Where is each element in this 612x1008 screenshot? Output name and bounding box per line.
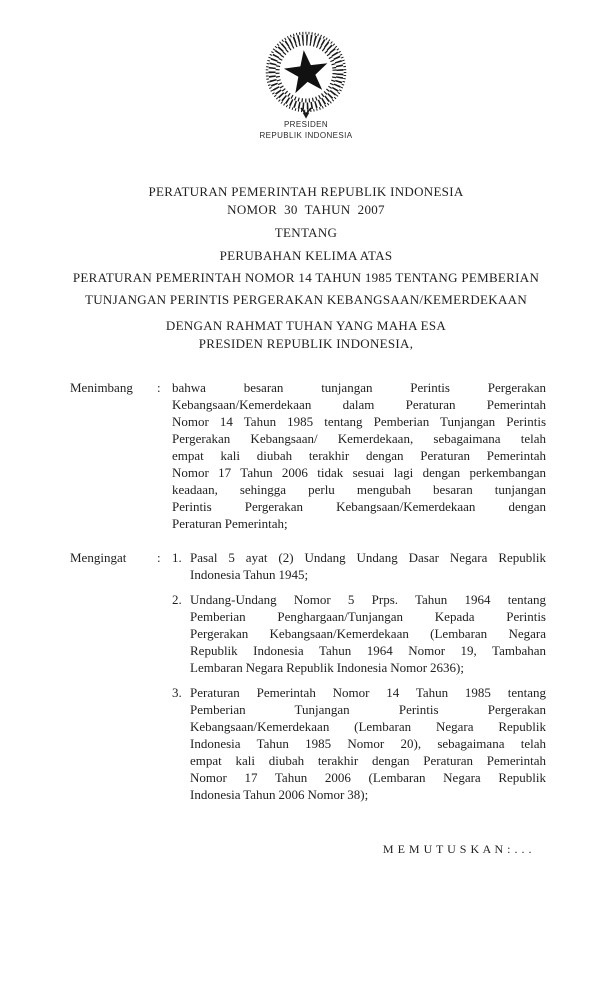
title-line-number-year: NOMOR 30 TAHUN 2007	[227, 202, 385, 217]
menimbang-line: Perintis Pergerakan Kebangsaan/Kemerdekaan dengan	[172, 499, 546, 514]
item-line: Indonesia Tahun 1985 Nomor 20), sebagaimana telah	[190, 736, 546, 751]
item-line: Pemberian Tunjangan Perintis Pergerakan	[190, 702, 546, 717]
legal-basis-item-3	[172, 684, 546, 803]
item-number: 2.	[172, 592, 182, 607]
authority-line-2: REPUBLIK INDONESIA	[259, 131, 353, 140]
item-line: Kebangsaan/Kemerdekaan (Lembaran Negara Republik	[190, 719, 546, 734]
item-line: Peraturan Pemerintah Nomor 14 Tahun 1985 tentang	[190, 685, 546, 700]
item-line: Pemberian Penghargaan/Tunjangan Kepada Perintis	[190, 609, 546, 624]
invocation-line: DENGAN RAHMAT TUHAN YANG MAHA ESA	[165, 318, 447, 333]
legal-basis-item-2	[172, 591, 546, 676]
title-line-tentang: TENTANG	[274, 225, 338, 240]
section-colon: :	[157, 550, 161, 565]
continuation-marker: M E M U T U S K A N : . . .	[382, 842, 532, 856]
menimbang-line: Pergerakan Kebangsaan/ Kemerdekaan, sebagaimana telah	[172, 431, 546, 446]
item-line: Undang-Undang Nomor 5 Prps. Tahun 1964 tentang	[190, 592, 546, 607]
item-line: Indonesia Tahun 2006 Nomor 38);	[190, 787, 369, 802]
menimbang-line: Peraturan Pemerintah;	[172, 516, 288, 531]
item-text	[190, 591, 546, 676]
issuing-authority	[0, 119, 612, 141]
enacting-authority-line: PRESIDEN REPUBLIK INDONESIA,	[198, 336, 414, 351]
item-line: Republik Indonesia Tahun 1964 Nomor 19, Tambahan	[190, 643, 546, 658]
item-text	[190, 684, 546, 803]
item-line: Indonesia Tahun 1945;	[190, 567, 309, 582]
item-line: empat kali diubah terakhir dengan Peraturan Pemerintah	[190, 753, 546, 768]
item-number: 1.	[172, 550, 182, 565]
menimbang-line: bahwa besaran tunjangan Perintis Pergerakan	[172, 380, 546, 395]
menimbang-line: empat kali diubah terakhir dengan Peraturan Pemerintah	[172, 448, 546, 463]
authority-line-1: PRESIDEN	[283, 120, 329, 129]
black-star-icon	[282, 48, 330, 95]
menimbang-line: Nomor 17 Tahun 2006 tidak sesuai lagi dengan perkembangan	[172, 465, 546, 480]
title-line-regulation: PERATURAN PEMERINTAH REPUBLIK INDONESIA	[148, 184, 464, 199]
item-number: 3.	[172, 685, 182, 700]
section-colon: :	[157, 380, 161, 395]
presidential-emblem	[258, 29, 354, 119]
legal-basis-item-1	[172, 549, 546, 583]
menimbang-line: Nomor 14 Tahun 1985 tentang Pemberian Tunjangan Perintis	[172, 414, 546, 429]
item-line: Nomor 17 Tahun 2006 (Lembaran Negara Republik	[190, 770, 546, 785]
item-text	[190, 549, 546, 583]
star-wreath-icon	[258, 29, 354, 119]
item-line: Pasal 5 ayat (2) Undang Undang Dasar Negara Republik	[190, 550, 546, 565]
item-line: Pergerakan Kebangsaan/Kemerdekaan (Lembaran Negara	[190, 626, 546, 641]
section-label-menimbang: Menimbang	[70, 380, 133, 395]
menimbang-line: keadaan, sehingga perlu mengubah besaran tunjangan	[172, 482, 546, 497]
title-line-subject-1: PERATURAN PEMERINTAH NOMOR 14 TAHUN 1985 TENTANG PEMBERIAN	[72, 270, 540, 285]
menimbang-body	[172, 379, 546, 532]
menimbang-line: Kebangsaan/Kemerdekaan dalam Peraturan Pemerintah	[172, 397, 546, 412]
section-label-mengingat: Mengingat	[70, 550, 127, 565]
section-menimbang	[70, 379, 546, 532]
mengingat-body	[172, 549, 546, 803]
title-line-amendment: PERUBAHAN KELIMA ATAS	[219, 248, 393, 263]
item-line: Lembaran Negara Republik Indonesia Nomor 2636);	[190, 660, 464, 675]
section-mengingat	[70, 549, 546, 803]
wreath-knot	[301, 108, 311, 117]
title-line-subject-2: TUNJANGAN PERINTIS PERGERAKAN KEBANGSAAN/KEMERDEKAAN	[84, 292, 528, 307]
